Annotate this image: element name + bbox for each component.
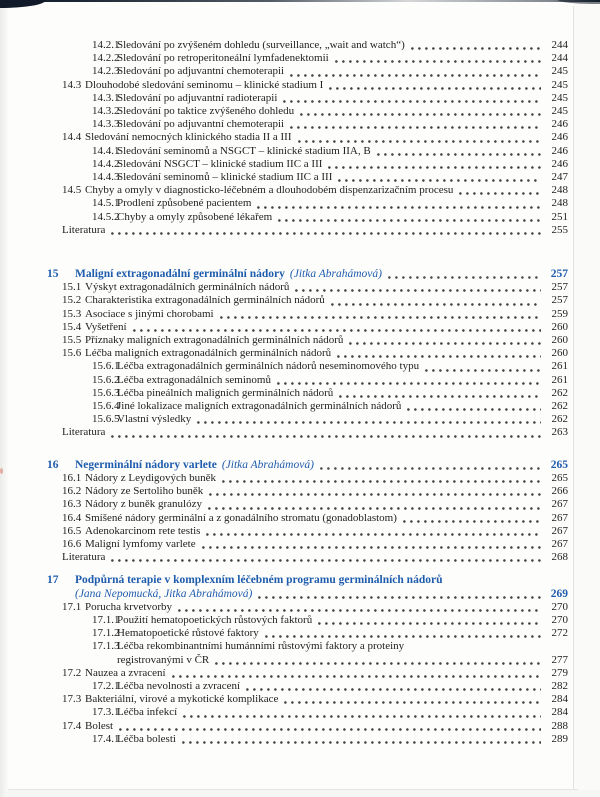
- chapter-title: Negerminální nádory varlete: [75, 458, 217, 471]
- section-title: Sledování po adjuvantní chemoterapii: [117, 118, 285, 131]
- section-number: 16.3: [62, 498, 82, 511]
- toc-entry: [47, 640, 568, 653]
- section-number: 14.4.1: [92, 144, 120, 157]
- section-number: 14.2.3: [92, 65, 120, 78]
- section-number: 17.3.1: [92, 706, 120, 719]
- page-number: 260: [551, 320, 568, 333]
- section-number: 14.3: [62, 78, 82, 91]
- section-number: 15.5: [62, 334, 82, 347]
- section-title: Sledování nemocných klinického stadia II a III: [85, 131, 292, 144]
- page-number: 288: [551, 719, 568, 732]
- section-title: Léčba rekombinantními humánními růstovými faktory a proteiny: [117, 640, 405, 653]
- toc-entry: [47, 39, 568, 52]
- toc-entry: [47, 498, 568, 511]
- toc-entry: [47, 601, 568, 614]
- page-number: 245: [551, 105, 568, 118]
- dot-leader-icon: [182, 741, 541, 744]
- section-number: 16.1: [62, 471, 82, 484]
- page-number: 284: [551, 706, 568, 719]
- section-title: Nauzea a zvracení: [85, 666, 166, 679]
- section-number: 17.1: [62, 600, 82, 613]
- page-number: 246: [551, 131, 568, 144]
- section-title: Smíšené nádory germinální a z gonadálního stromatu (gonadoblastom): [85, 511, 397, 524]
- page-number: 262: [551, 386, 568, 399]
- literatura-label: Literatura: [62, 223, 106, 236]
- section-title: Sledování po adjuvantní chemoterapii: [117, 65, 285, 78]
- dot-leader-icon: [257, 206, 541, 209]
- page-number: 255: [551, 223, 568, 236]
- page-number: 267: [551, 511, 568, 524]
- section-title: Chyby a omyly v diagnosticko-léčebném a dlouhodobém dispenzarizačním procesu: [85, 184, 454, 197]
- toc-chapter-entry: [47, 574, 568, 587]
- page-number: 246: [551, 118, 568, 131]
- dot-leader-icon: [206, 533, 541, 536]
- toc-entry: [47, 92, 568, 105]
- chapter-authors: (Jitka Abrahámová): [221, 458, 314, 471]
- toc-entry: [47, 538, 568, 551]
- dot-leader-icon: [329, 87, 541, 90]
- section-title: Vyšetření: [85, 320, 127, 333]
- section-title: Nádory z Leydigových buněk: [85, 471, 217, 484]
- section-number: 17.3: [62, 693, 82, 706]
- page-number: 248: [551, 197, 568, 210]
- literatura-label: Literatura: [62, 426, 106, 439]
- toc-entry: [47, 706, 568, 719]
- section-title: Sledování NSGCT – klinické stadium IIC a III: [117, 157, 323, 170]
- section-number: 14.4.3: [92, 171, 120, 184]
- toc-entry: [47, 733, 568, 746]
- section-title: Léčba bolesti: [117, 732, 176, 745]
- page-number: 272: [551, 627, 568, 640]
- section-number: 14.5.1: [92, 197, 120, 210]
- page-number: 245: [551, 91, 568, 104]
- page-number: 284: [551, 693, 568, 706]
- page-number: 261: [551, 360, 568, 373]
- toc-entry: [47, 294, 568, 307]
- section-number: 14.3.3: [92, 118, 120, 131]
- section-title: Léčba infekcí: [117, 706, 178, 719]
- dot-leader-icon: [258, 596, 541, 599]
- page-number: 282: [551, 679, 568, 692]
- dot-leader-icon: [183, 715, 541, 718]
- chapter-number: 17: [47, 574, 59, 587]
- section-number: 14.4: [62, 131, 82, 144]
- section-title: Sledování po zvýšeném dohledu (surveillance, „wait and watch“): [117, 39, 405, 51]
- dot-leader-icon: [215, 662, 541, 665]
- toc-literatura-entry: [47, 426, 568, 439]
- toc-entry: [47, 308, 568, 321]
- page-number: 266: [551, 485, 568, 498]
- toc-entry: [47, 171, 568, 184]
- section-number: 15.6.1: [92, 360, 120, 373]
- section-title: Léčba extragonadálních seminomů: [117, 373, 271, 386]
- toc-entry: [47, 347, 568, 360]
- dot-leader-icon: [403, 520, 541, 523]
- dot-leader-icon: [295, 289, 541, 292]
- page-number: 289: [551, 732, 568, 745]
- scan-edge-bottom-zone: [0, 790, 600, 797]
- toc-chapter-entry: [47, 459, 568, 472]
- dot-leader-icon: [111, 435, 541, 438]
- toc-entry: [47, 281, 568, 294]
- toc-entry: [47, 79, 568, 92]
- section-title: Adenokarcinom rete testis: [85, 524, 201, 537]
- section-title: Léčba nevolnosti a zvracení: [117, 679, 241, 692]
- page-number: 246: [551, 144, 568, 157]
- page-number: 246: [551, 157, 568, 170]
- dot-leader-icon: [300, 113, 541, 116]
- toc-entry: [47, 131, 568, 144]
- chapter-number: 15: [47, 268, 59, 281]
- section-number: 17.4.1: [92, 732, 120, 745]
- section-title: Léčba extragonadálních germinálních nádorů neseminomového typu: [117, 360, 420, 373]
- section-number: 16.5: [62, 524, 82, 537]
- section-title: Léčba pineálních maligních germinálních nádorů: [117, 386, 334, 399]
- section-number: 14.4.2: [92, 157, 120, 170]
- page-number: 247: [551, 171, 568, 184]
- section-title: Příznaky maligních extragonadálních germinálních nádorů: [85, 334, 344, 347]
- section-number: 15.6.2: [92, 373, 120, 386]
- section-title: Porucha krvetvorby: [85, 600, 173, 613]
- page-number: 257: [551, 294, 568, 307]
- toc-entry: [47, 387, 568, 400]
- section-number: 17.2: [62, 666, 82, 679]
- toc-entry: [47, 485, 568, 498]
- dot-leader-icon: [283, 100, 541, 103]
- toc-entry: [47, 145, 568, 158]
- page-number: 248: [551, 184, 568, 197]
- dot-leader-icon: [339, 395, 541, 398]
- page-number: 270: [551, 613, 568, 626]
- toc-entry: [47, 614, 568, 627]
- section-title: Použití hematopoetických růstových faktorů: [117, 613, 313, 626]
- scan-corner-top-right: [558, 0, 600, 4]
- section-number: 14.2.1: [92, 39, 120, 51]
- page-number: 268: [551, 551, 568, 564]
- chapter-authors: (Jana Nepomucká, Jitka Abrahámová): [75, 587, 253, 600]
- page-number: 245: [551, 65, 568, 78]
- dot-leader-icon: [222, 480, 541, 483]
- section-number: 14.3.1: [92, 91, 120, 104]
- section-number: 15.6.3: [92, 386, 120, 399]
- section-title: Bolest: [85, 719, 114, 732]
- section-title: Jiné lokalizace maligních extragonadálních germinálních nádorů: [117, 400, 402, 413]
- section-title: Prodlení způsobené pacientem: [117, 197, 252, 210]
- dot-leader-icon: [133, 329, 541, 332]
- dot-leader-icon: [277, 382, 541, 385]
- toc-entry-continuation: [47, 654, 568, 667]
- page-number: 277: [551, 653, 568, 666]
- dot-leader-icon: [459, 192, 541, 195]
- section-title: Výskyt extragonadálních germinálních nádorů: [85, 281, 290, 294]
- dot-leader-icon: [265, 635, 541, 638]
- scan-speck: [0, 468, 3, 474]
- dot-leader-icon: [111, 232, 541, 235]
- dot-leader-icon: [337, 355, 541, 358]
- dot-leader-icon: [119, 728, 541, 731]
- toc-entry: [47, 374, 568, 387]
- toc-entry: [47, 211, 568, 224]
- dot-leader-icon: [298, 140, 542, 143]
- scan-edge-left: [0, 0, 9, 797]
- section-number: 16.6: [62, 537, 82, 550]
- page-number: 267: [551, 498, 568, 511]
- section-title: Charakteristika extragonadálních germinálních nádorů: [85, 294, 325, 307]
- dot-leader-icon: [338, 179, 541, 182]
- toc-entry: [47, 512, 568, 525]
- dot-leader-icon: [278, 219, 541, 222]
- section-number: 16.4: [62, 511, 82, 524]
- section-title: Sledování seminomů a NSGCT – klinické stadium IIA, B: [117, 144, 371, 157]
- section-title: Nádory z buněk granulózy: [85, 498, 202, 511]
- toc-entry: [47, 197, 568, 210]
- dot-leader-icon: [290, 126, 541, 129]
- toc-entry: [47, 105, 568, 118]
- toc-entry: [47, 400, 568, 413]
- section-number: 15.4: [62, 320, 82, 333]
- section-title: Maligní lymfomy varlete: [85, 537, 196, 550]
- dot-leader-icon: [328, 166, 541, 169]
- section-title: Vlastní výsledky: [117, 413, 192, 426]
- dot-leader-icon: [388, 276, 541, 279]
- section-number: 17.2.1: [92, 679, 120, 692]
- toc-entry: [47, 321, 568, 334]
- dot-leader-icon: [246, 688, 541, 691]
- toc-entry: [47, 52, 568, 65]
- page-number: 261: [551, 373, 568, 386]
- dot-leader-icon: [331, 303, 541, 306]
- literatura-label: Literatura: [62, 551, 106, 564]
- section-number: 15.2: [62, 294, 82, 307]
- scan-corner-top-left: [0, 0, 46, 8]
- dot-leader-icon: [111, 559, 541, 562]
- section-title: Léčba maligních extragonadálních germinálních nádorů: [85, 347, 332, 360]
- dot-leader-icon: [202, 546, 541, 549]
- toc-literatura-entry: [47, 551, 568, 564]
- section-number: 15.6.4: [92, 400, 120, 413]
- section-title: Sledování po adjuvantní radioterapii: [117, 91, 278, 104]
- toc-chapter-entry: [47, 268, 568, 281]
- chapter-number: 16: [47, 458, 59, 471]
- toc-chapter-authors-line: [47, 588, 568, 601]
- toc-entry: [47, 627, 568, 640]
- chapter-title: Podpůrná terapie v komplexním léčebném programu germinálních nádorů: [75, 574, 443, 587]
- page-number: 260: [551, 347, 568, 360]
- page-number: 263: [551, 426, 568, 439]
- dot-leader-icon: [284, 701, 541, 704]
- dot-leader-icon: [172, 675, 541, 678]
- section-title: Asociace s jinými chorobami: [85, 307, 214, 320]
- section-number: 16.2: [62, 485, 82, 498]
- section-number: 15.1: [62, 281, 82, 294]
- section-title: Hematopoetické růstové faktory: [117, 627, 259, 640]
- chapter-title: Maligní extragonadální germinální nádory: [75, 268, 285, 281]
- page-number: 279: [551, 666, 568, 679]
- section-number: 14.5.2: [92, 210, 120, 223]
- page-number: 244: [551, 52, 568, 65]
- dot-leader-icon: [335, 60, 541, 63]
- dot-leader-icon: [318, 622, 541, 625]
- toc-entry: [47, 693, 568, 706]
- page-number: 259: [551, 307, 568, 320]
- section-title: Sledování seminomů – klinické stadium IIC a III: [117, 171, 333, 184]
- page-number: 257: [550, 268, 568, 281]
- section-title: Nádory ze Sertoliho buněk: [85, 485, 204, 498]
- chapter-authors: (Jitka Abrahámová): [289, 268, 382, 281]
- page-number: 262: [551, 413, 568, 426]
- section-title-continued: registrovanými v ČR: [117, 653, 210, 666]
- section-number: 15.6: [62, 347, 82, 360]
- dot-leader-icon: [320, 467, 541, 470]
- section-number: 14.3.2: [92, 105, 120, 118]
- toc-entry: [47, 525, 568, 538]
- dot-leader-icon: [209, 493, 541, 496]
- section-number: 17.1.3: [92, 640, 120, 653]
- section-number: 15.3: [62, 307, 82, 320]
- toc-entry: [47, 118, 568, 131]
- dot-leader-icon: [220, 316, 541, 319]
- toc-list: [47, 39, 568, 746]
- page-number: 270: [551, 600, 568, 613]
- dot-leader-icon: [425, 369, 541, 372]
- page-number: 265: [550, 458, 568, 471]
- toc-entry: [47, 720, 568, 733]
- dot-leader-icon: [377, 153, 541, 156]
- page-number: 251: [551, 210, 568, 223]
- dot-leader-icon: [178, 609, 541, 612]
- section-number: 17.4: [62, 719, 82, 732]
- toc-entry: [47, 413, 568, 426]
- toc-entry: [47, 667, 568, 680]
- toc-entry: [47, 680, 568, 693]
- dot-leader-icon: [290, 74, 541, 77]
- page-number: 267: [551, 537, 568, 550]
- scan-edge-right-zone: [574, 0, 600, 797]
- section-number: 17.1.1: [92, 613, 120, 626]
- section-number: 15.6.5: [92, 413, 120, 426]
- section-number: 14.2.2: [92, 52, 120, 65]
- page-number: 257: [551, 281, 568, 294]
- toc-entry: [47, 334, 568, 347]
- dot-leader-icon: [197, 421, 541, 424]
- dot-leader-icon: [411, 47, 541, 50]
- page-number: 260: [551, 334, 568, 347]
- section-title: Bakteriální, virové a mykotické komplikace: [85, 693, 279, 706]
- scan-edge-right-line: [573, 6, 574, 792]
- dot-leader-icon: [349, 342, 541, 345]
- section-title: Dlouhodobé sledování seminomu – klinické stadium I: [85, 78, 324, 91]
- toc-entry: [47, 360, 568, 373]
- page-number: 245: [551, 78, 568, 91]
- section-number: 17.1.2: [92, 627, 120, 640]
- dot-leader-icon: [208, 507, 541, 510]
- toc-entry: [47, 184, 568, 197]
- section-number: 14.5: [62, 184, 82, 197]
- toc-literatura-entry: [47, 224, 568, 237]
- section-title: Chyby a omyly způsobené lékařem: [117, 210, 273, 223]
- toc-entry: [47, 65, 568, 78]
- page-number: 244: [551, 39, 568, 51]
- toc-entry: [47, 158, 568, 171]
- dot-leader-icon: [407, 408, 541, 411]
- scan-edge-top: [0, 0, 600, 2]
- section-title: Sledování po taktice zvýšeného dohledu: [117, 105, 295, 118]
- scan-edge-bottom-line: [8, 789, 578, 790]
- toc-entry: [47, 472, 568, 485]
- page-number: 267: [551, 524, 568, 537]
- section-title: Sledování po retroperitoneální lymfadenektomii: [117, 52, 329, 65]
- page-number: 269: [550, 587, 568, 600]
- page-number: 262: [551, 400, 568, 413]
- page-number: 265: [551, 471, 568, 484]
